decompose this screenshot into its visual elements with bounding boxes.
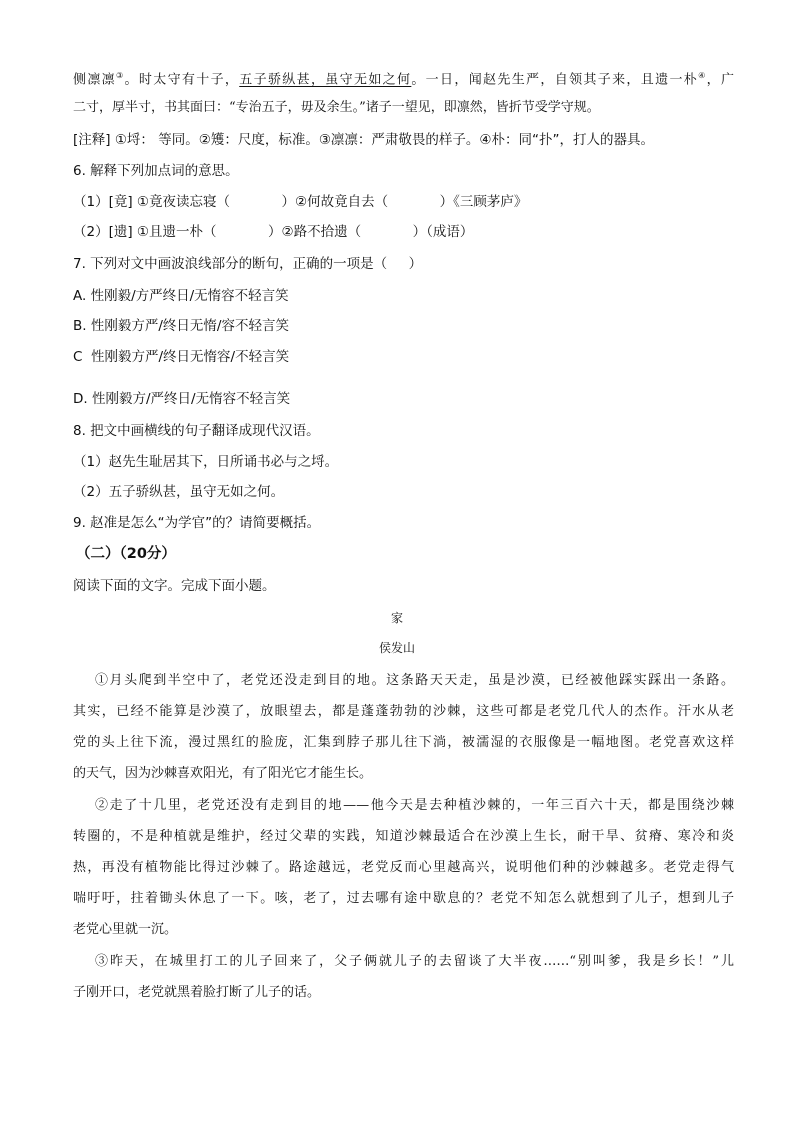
- passage-text: 。时太守有十子，: [124, 72, 240, 88]
- story-author: 侯发山: [378, 641, 415, 655]
- story-p1-line-2: 其实，已经不能算是沙漠了，放眼望去，都是蓬蓬勃勃的沙棘，这些可都是老党几代人的杰作。汗水从老: [73, 704, 734, 719]
- question-6-title: 6. 解释下列加点词的意思。: [73, 163, 239, 179]
- question-6-item-2: （2）[遗] ①且遗一朴（ ）②路不拾遗（ ）（成语）: [73, 224, 474, 240]
- question-7-option-a: A. 性刚毅/方严终日/无惰容不轻言笑: [73, 288, 289, 304]
- story-p3-line-2: 子刚开口，老党就黑着脸打断了儿子的话。: [73, 985, 321, 1000]
- passage-line-1: [73, 66, 734, 90]
- story-p2-line-3: 热，再没有植物能比得过沙棘了。路途越远，老党反而心里越高兴，说明他们种的沙棘越多。老党走得气: [73, 860, 734, 875]
- passage-text: 侧凛凛: [73, 72, 117, 88]
- question-7-option-c: C 性刚毅方严/终日无惰容/不轻言笑: [73, 349, 290, 365]
- story-p2-line-5: 老党心里就一沉。: [73, 922, 178, 937]
- story-p3-line-1: ③昨天，在城里打工的儿子回来了，父子俩就儿子的去留谈了大半夜……“别叫爹，我是乡长！”儿: [95, 954, 734, 969]
- underlined-sentence: 五子骄纵甚，虽守无如之何: [239, 72, 412, 88]
- story-p2-line-2: 转圈的，不是种植就是维护，经过父辈的实践，知道沙棘最适合在沙漠上生长，耐干旱、贫瘠、寒冷和炎: [73, 829, 734, 844]
- story-p1-line-4: 的天气，因为沙棘喜欢阳光，有了阳光它才能生长。: [73, 766, 373, 781]
- passage-text: ，广: [706, 72, 734, 88]
- story-p1-line-3: 党的头上往下流，漫过黑红的脸庞，汇集到脖子那儿往下淌，被濡湿的衣服像是一幅地图。老党喜欢这样: [73, 735, 734, 750]
- question-8-title: 8. 把文中画横线的句子翻译成现代汉语。: [73, 423, 320, 439]
- section-2-heading: （二）（20分）: [76, 546, 176, 562]
- question-6-item-1: （1）[竟] ①竟夜读忘寝（ ）②何故竟自去（ ）《三顾茅庐》: [73, 194, 528, 210]
- story-p2-line-1: ②走了十几里，老党还没有走到目的地——他今天是去种植沙棘的，一年三百六十天，都是围绕沙棘: [95, 798, 734, 813]
- story-p2-line-4: 喘吁吁，拄着锄头休息了一下。咳，老了，过去哪有途中歇息的？老党不知怎么就想到了儿子，想到儿子: [73, 891, 734, 906]
- footnote-marker: ④: [698, 71, 707, 80]
- footnote-marker: ③: [116, 71, 125, 80]
- question-8-item-2: （2）五子骄纵甚，虽守无如之何。: [73, 484, 285, 500]
- question-8-item-1: （1）赵先生耻居其下，日所诵书必与之埒。: [73, 454, 339, 470]
- passage-line-2: 二寸，厚半寸，书其面曰：“专治五子，毋及余生。”诸子一望见，即凛然，皆折节受学守规。: [73, 100, 600, 115]
- annotation-notes: [注释] ①埒： 等同。②矱：尺度，标准。③凛凛：严肃敬畏的样子。④朴：同“扑”，打人的器具。: [73, 132, 655, 148]
- question-9-title: 9. 赵准是怎么“为学官”的？请简要概括。: [73, 515, 321, 531]
- section-2-instruction: 阅读下面的文字。完成下面小题。: [73, 578, 276, 594]
- question-7-title: 7. 下列对文中画波浪线部分的断句，正确的一项是（ ）: [73, 256, 423, 272]
- question-7-option-d: D. 性刚毅方/严终日/无惰容不轻言笑: [73, 391, 291, 407]
- story-p1-line-1: ①月头爬到半空中了，老党还没走到目的地。这条路天天走，虽是沙漠，已经被他踩实踩出一条路。: [95, 673, 734, 688]
- question-7-option-b: B. 性刚毅方严/终日无惰/容不轻言笑: [73, 318, 289, 334]
- story-title: 家: [390, 611, 403, 625]
- passage-text: 。一日，闻赵先生严，自领其子来，且遗一朴: [411, 72, 699, 88]
